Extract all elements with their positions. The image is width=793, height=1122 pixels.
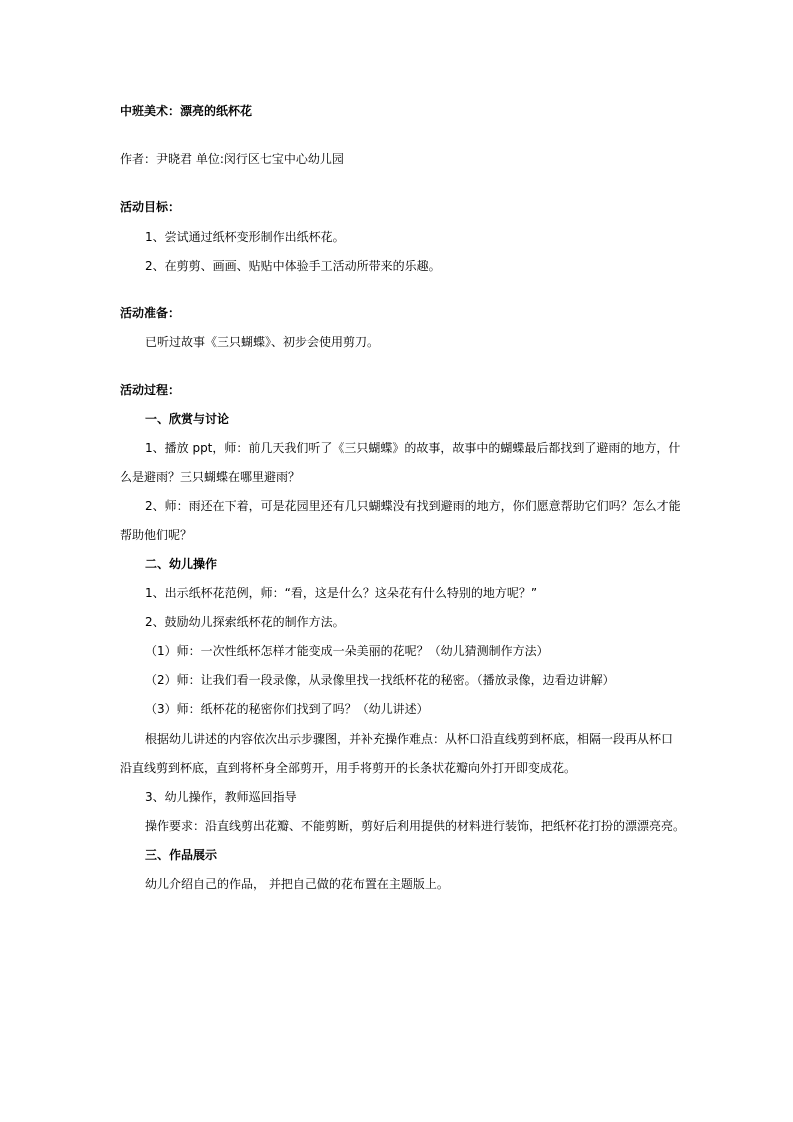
section-heading: 二、幼儿操作 [145,557,218,571]
goal-item: 1、尝试通过纸杯变形制作出纸杯花。 [145,230,345,244]
paragraph-line: （3）师：纸杯花的秘密你们找到了吗？（幼儿讲述） [145,702,429,716]
paragraph-line: （1）师：一次性纸杯怎样才能变成一朵美丽的花呢？（幼儿猜测制作方法） [145,644,549,658]
paragraph-line: 沿直线剪到杯底，直到将杯身全部剪开，用手将剪开的长条状花瓣向外打开即变成花。 [120,761,577,775]
section-heading: 三、作品展示 [145,848,218,862]
paragraph-line: 幼儿介绍自己的作品， 并把自己做的花布置在主题版上。 [145,877,449,891]
prep-heading: 活动准备： [120,306,181,320]
author-line: 作者：尹晓君 单位:闵行区七宝中心幼儿园 [120,152,344,166]
section-heading: 一、欣赏与讨论 [145,412,230,426]
paragraph-line: 1、出示纸杯花范例，师：“看，这是什么？这朵花有什么特别的地方呢？” [145,586,538,600]
paragraph-line: 2、鼓励幼儿探索纸杯花的制作方法。 [145,615,345,629]
goals-heading: 活动目标： [120,200,181,214]
goal-item: 2、在剪剪、画画、贴贴中体验手工活动所带来的乐趣。 [145,259,441,273]
process-heading: 活动过程： [120,383,181,397]
paragraph-line: 操作要求：沿直线剪出花瓣、不能剪断，剪好后利用提供的材料进行装饰，把纸杯花打扮的漂漂亮亮。 [145,819,686,833]
prep-text: 已听过故事《三只蝴蝶》、初步会使用剪刀。 [145,335,380,349]
paragraph-line: 么是避雨？三只蝴蝶在哪里避雨？ [120,470,301,484]
paragraph-line: 1、播放 ppt，师：前几天我们听了《三只蝴蝶》的故事，故事中的蝴蝶最后都找到了避雨的地方，什 [145,441,681,455]
paragraph-line: （2）师：让我们看一段录像，从录像里找一找纸杯花的秘密。（播放录像，边看边讲解） [145,673,615,687]
paragraph-line: 2、师：雨还在下着，可是花园里还有几只蝴蝶没有找到避雨的地方，你们愿意帮助它们吗？怎么才能 [145,499,681,513]
paragraph-line: 根据幼儿讲述的内容依次出示步骤图，并补充操作难点：从杯口沿直线剪到杯底，相隔一段再从杯口 [145,732,674,746]
paragraph-line: 3、幼儿操作，教师巡回指导 [145,790,297,804]
page-title: 中班美术：漂亮的纸杯花 [120,104,253,118]
paragraph-line: 帮助他们呢？ [120,528,193,542]
